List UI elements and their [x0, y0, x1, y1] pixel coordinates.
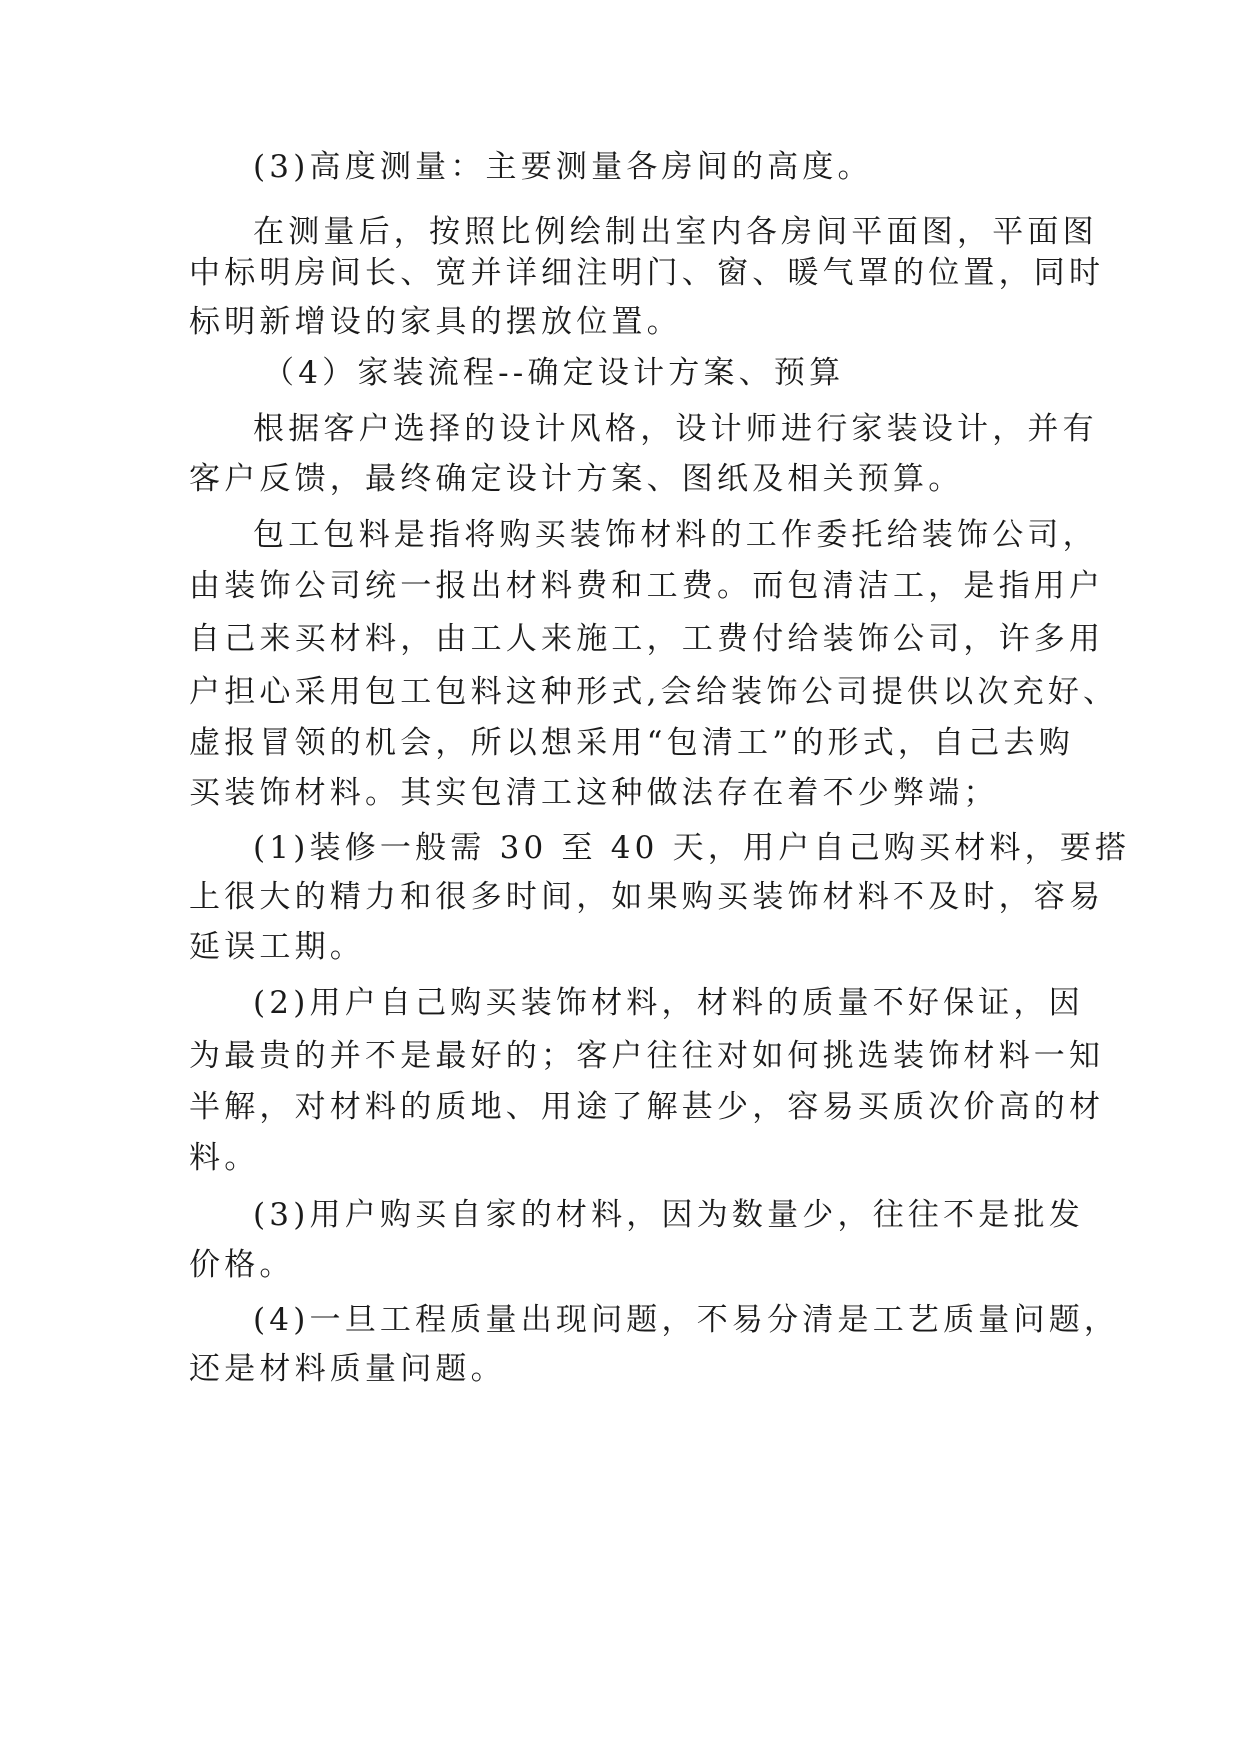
- paragraph-line: 根据客户选择的设计风格，设计师进行家装设计，并有: [253, 411, 1098, 447]
- paragraph-line: 包工包料是指将购买装饰材料的工作委托给装饰公司，: [253, 517, 1098, 553]
- paragraph-line: 虚报冒领的机会，所以想采用“包清工”的形式，自己去购: [189, 725, 1074, 761]
- paragraph-line: (4)一旦工程质量出现问题，不易分清是工艺质量问题，: [253, 1302, 1120, 1338]
- paragraph-line: 上很大的精力和很多时间，如果购买装饰材料不及时，容易: [189, 879, 1105, 915]
- paragraph-line: (1)装修一般需 30 至 40 天，用户自己购买材料，要搭: [253, 830, 1131, 866]
- paragraph-line: 在测量后，按照比例绘制出室内各房间平面图，平面图: [253, 214, 1098, 250]
- paragraph-line: 买装饰材料。其实包清工这种做法存在着不少弊端；: [189, 775, 999, 811]
- paragraph-line: 自己来买材料，由工人来施工，工费付给装饰公司，许多用: [189, 621, 1105, 657]
- paragraph-line: 料。: [189, 1140, 260, 1176]
- paragraph-line: (2)用户自己购买装饰材料，材料的质量不好保证，因: [253, 985, 1084, 1021]
- paragraph-line: 价格。: [189, 1247, 295, 1283]
- paragraph-line: 标明新增设的家具的摆放位置。: [189, 304, 682, 340]
- paragraph-line: 延误工期。: [189, 929, 365, 965]
- paragraph-line: 中标明房间长、宽并详细注明门、窗、暖气罩的位置，同时: [189, 255, 1105, 291]
- section-heading: （4）家装流程--确定设计方案、预算: [263, 355, 845, 391]
- paragraph-line: 由装饰公司统一报出材料费和工费。而包清洁工，是指用户: [189, 568, 1105, 604]
- paragraph-line: 户担心采用包工包料这种形式,会给装饰公司提供以次充好、: [189, 674, 1119, 710]
- paragraph-line: (3)高度测量：主要测量各房间的高度。: [253, 149, 873, 185]
- paragraph-line: 半解，对材料的质地、用途了解甚少，容易买质次价高的材: [189, 1089, 1105, 1125]
- paragraph-line: (3)用户购买自家的材料，因为数量少，往往不是批发: [253, 1197, 1084, 1233]
- paragraph-line: 客户反馈，最终确定设计方案、图纸及相关预算。: [189, 461, 964, 497]
- paragraph-line: 还是材料质量问题。: [189, 1351, 506, 1387]
- paragraph-line: 为最贵的并不是最好的；客户往往对如何挑选装饰材料一知: [189, 1038, 1105, 1074]
